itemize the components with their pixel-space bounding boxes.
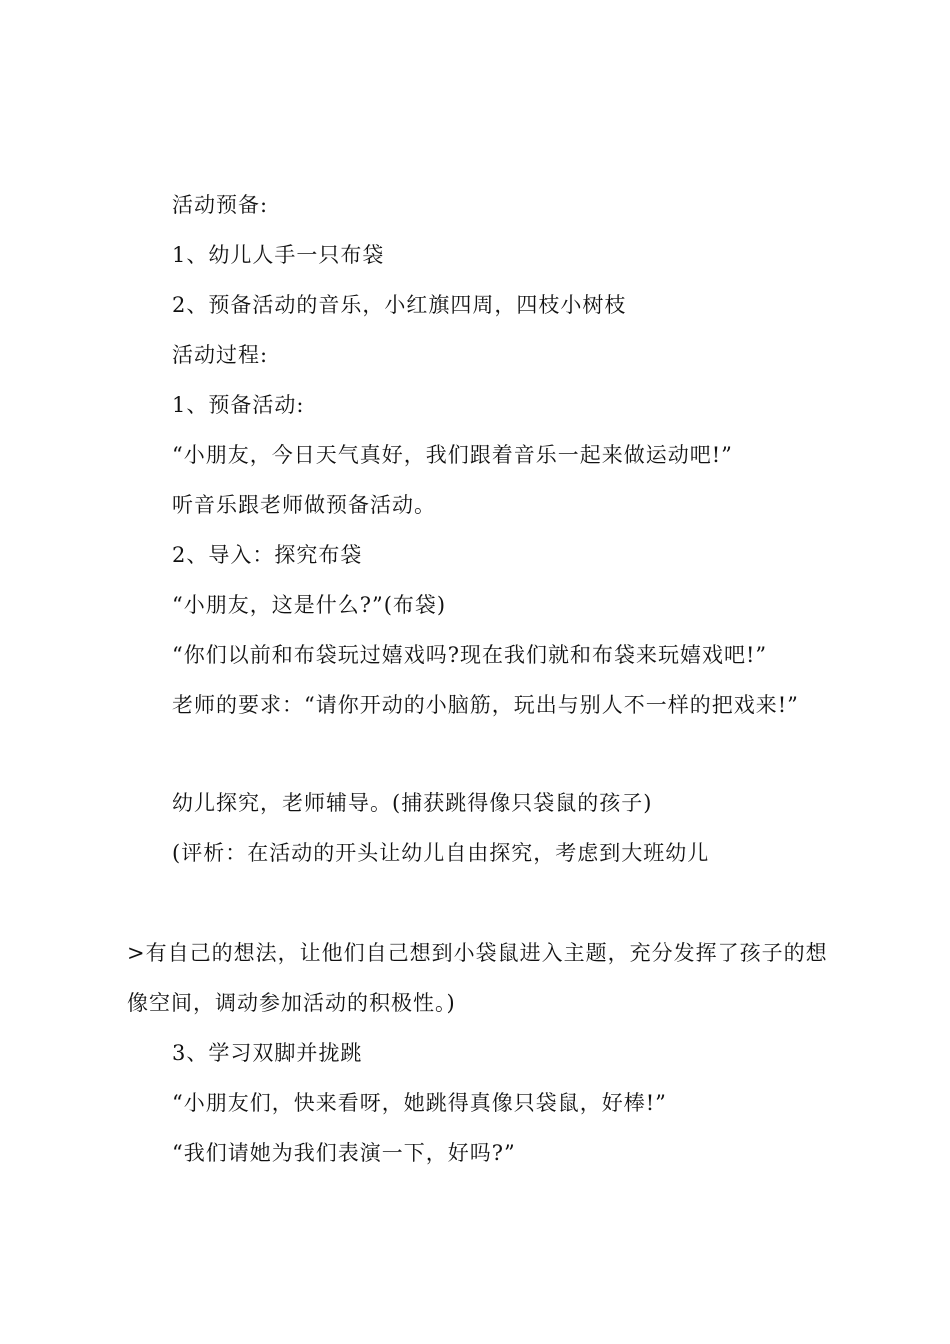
paragraph-line: 听音乐跟老师做预备活动。	[172, 493, 436, 517]
teacher-requirement-line: 老师的要求：“请你开动的小脑筋，玩出与别人不一样的把戏来!”	[172, 693, 799, 717]
quote-line: “小朋友，今日天气真好，我们跟着音乐一起来做运动吧!”	[172, 443, 733, 467]
quote-line: “小朋友们，快来看呀，她跳得真像只袋鼠，好棒!”	[172, 1091, 667, 1115]
quote-line: “我们请她为我们表演一下，好吗?”	[172, 1141, 516, 1165]
quote-line: “小朋友，这是什么?”(布袋)	[172, 593, 447, 617]
heading-activity-process: 活动过程:	[172, 343, 269, 367]
commentary-line: 像空间，调动参加活动的积极性。)	[127, 991, 456, 1015]
process-step-3: 3、学习双脚并拢跳	[172, 1041, 363, 1065]
heading-activity-preparation: 活动预备:	[172, 193, 269, 217]
prep-item-2: 2、预备活动的音乐，小红旗四周，四枝小树枝	[172, 293, 627, 317]
process-step-2: 2、导入：探究布袋	[172, 543, 363, 567]
prep-item-1: 1、幼儿人手一只布袋	[172, 243, 385, 267]
commentary-line: (评析：在活动的开头让幼儿自由探究，考虑到大班幼儿	[172, 841, 710, 865]
quote-line: “你们以前和布袋玩过嬉戏吗?现在我们就和布袋来玩嬉戏吧!”	[172, 643, 768, 667]
process-step-1: 1、预备活动:	[172, 393, 305, 417]
commentary-line: >有自己的想法，让他们自己想到小袋鼠进入主题，充分发挥了孩子的想	[127, 941, 828, 965]
paragraph-line: 幼儿探究，老师辅导。(捕获跳得像只袋鼠的孩子)	[172, 791, 653, 815]
